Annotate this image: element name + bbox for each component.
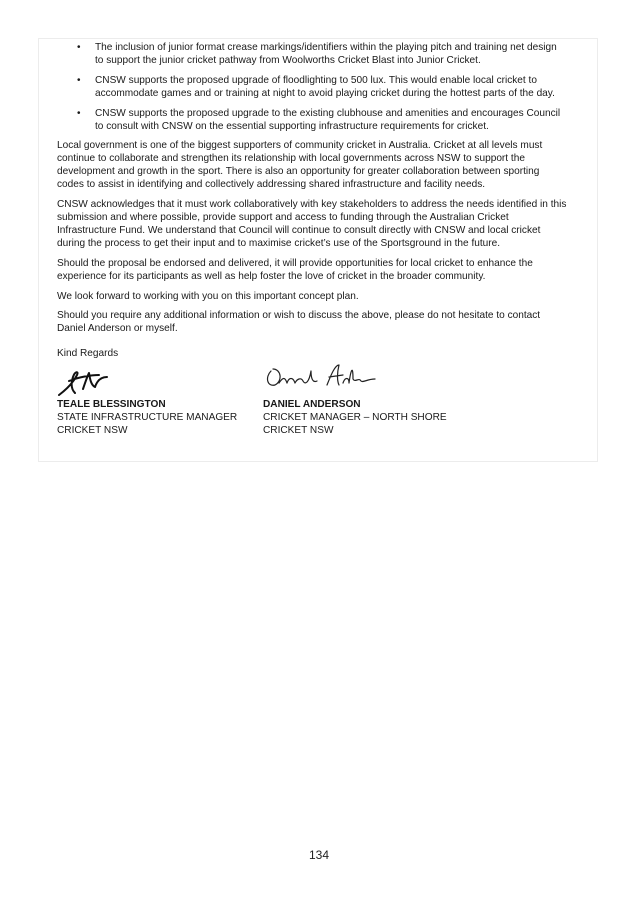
bullet-item [57,108,567,134]
signatory-name: TEALE BLESSINGTON [57,399,166,411]
signatory-teale [57,365,257,438]
bullet-text: The inclusion of junior format crease markings/identifiers within the playing pitch and training net design to support the junior cricket pathway from Woolworths Cricket Blast into Junior Cricket. [95,42,557,66]
bullet-list [57,42,567,133]
bullet-text: CNSW supports the proposed upgrade of floodlighting to 500 lux. This would enable local cricket to accommodate games and or training at night to avoid playing cricket during the hottest parts of the day. [95,74,555,99]
signatory-org: CRICKET NSW [263,424,334,436]
bullet-item [57,75,567,101]
signatory-org: CRICKET NSW [57,424,128,436]
bullet-dot: • [77,74,81,86]
bullet-dot: • [77,42,81,53]
letter-body [57,42,567,445]
bullet-item [57,42,567,68]
signatory-daniel [263,365,463,438]
paragraph: CNSW acknowledges that it must work collaboratively with key stakeholders to address the needs identified in this submission and where possible, provide support and access to funding through the Australian Cricket Infrastructure Fund. We understand that Council will continue to consult directly with CNSW and local cricket during the process to get their input and to maximise cricket’s use of the Sportsground in the future. [57,199,567,249]
signature-area [57,365,567,445]
signatory-name: DANIEL ANDERSON [263,399,361,411]
signature-daniel-icon [263,365,463,399]
paragraph: Should you require any additional information or wish to discuss the above, please do not hesitate to contact Daniel Anderson or myself. [57,310,541,335]
signatory-title: STATE INFRASTRUCTURE MANAGER [57,412,238,424]
signature-teale-icon [57,365,257,399]
bullet-dot: • [77,107,81,119]
paragraph: Local government is one of the biggest supporters of community cricket in Australia. Cricket at all levels must continue to collaborate and strengthen its relationship with local governments across NSW to support the development and growth in the sport. There is also an opportunity for greater collaboration between sporting codes to assist in identifying and collectively addressing shared infrastructure and facility needs. [57,140,543,191]
paragraph: Should the proposal be endorsed and delivered, it will provide opportunities for local cricket to enhance the experience for its participants as well as help foster the love of cricket in the broader community. [57,257,533,282]
paragraph: We look forward to working with you on this important concept plan. [57,290,359,302]
signatory-title: CRICKET MANAGER – NORTH SHORE [263,412,447,424]
bullet-text: CNSW supports the proposed upgrade to the existing clubhouse and amenities and encourages Council to consult with CNSW on the essential supporting infrastructure requirements for cricket. [95,107,561,132]
page-number: 134 [308,848,330,862]
closing: Kind Regards [57,348,119,360]
